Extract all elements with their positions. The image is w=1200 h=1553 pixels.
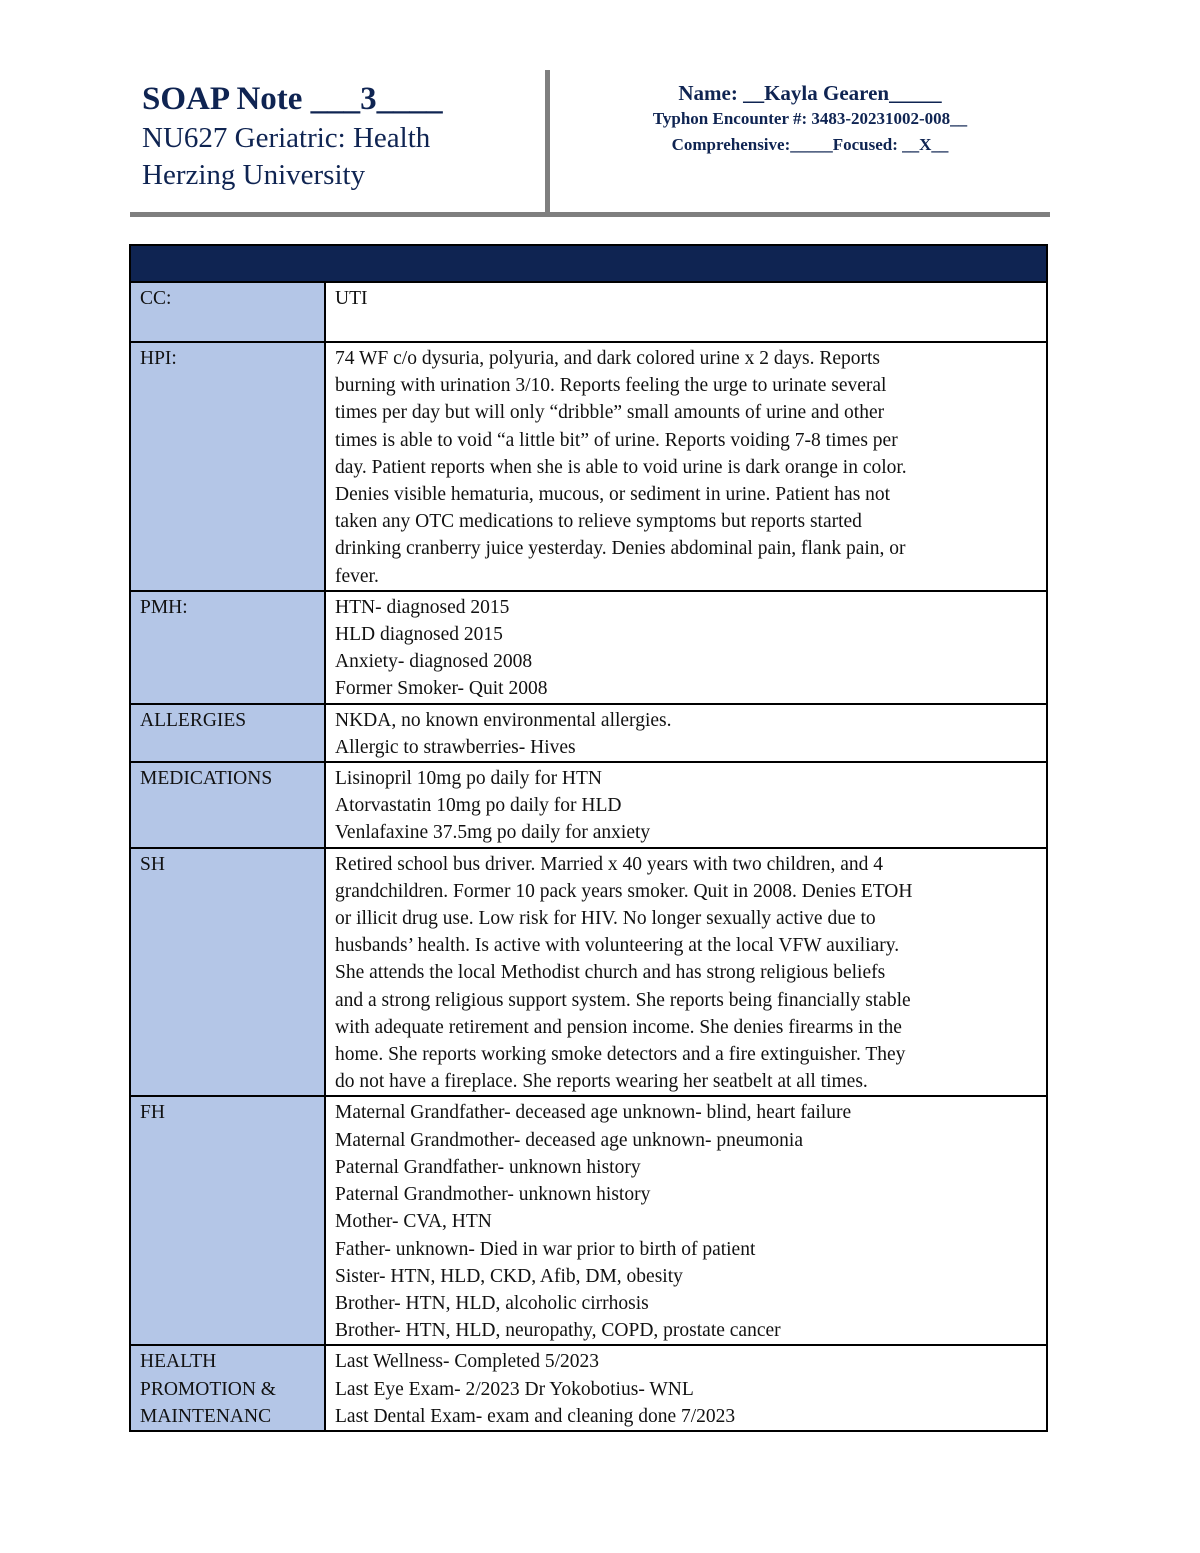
section-label (130, 848, 325, 1097)
table-row (130, 591, 1047, 704)
section-content-line: Last Wellness- Completed 5/2023 (335, 1351, 599, 1373)
section-content-line: Last Dental Exam- exam and cleaning done 7/2023 (335, 1405, 736, 1427)
table-row (130, 848, 1047, 1097)
document-header (130, 70, 1050, 216)
soap-table (129, 244, 1048, 1432)
table-header-band-cell (130, 245, 1047, 282)
section-content-line: 74 WF c/o dysuria, polyuria, and dark colored urine x 2 days. Reports (335, 348, 880, 369)
soap-note-title: SOAP Note ___3____ (142, 81, 443, 117)
section-label (130, 1096, 325, 1345)
section-content (325, 1096, 1047, 1345)
section-label-line: PMH: (140, 596, 188, 618)
section-content-line: Denies visible hematuria, mucous, or sediment in urine. Patient has not (335, 484, 891, 506)
section-label-line: ALLERGIES (140, 709, 247, 731)
table-row (130, 762, 1047, 848)
section-content-line: times per day but will only “dribble” small amounts of urine and other (335, 402, 885, 424)
section-content (325, 762, 1047, 848)
section-label (130, 342, 325, 591)
section-content-line: Retired school bus driver. Married x 40 years with two children, and 4 (335, 853, 884, 875)
section-content-line: Last Eye Exam- 2/2023 Dr Yokobotius- WNL (335, 1378, 694, 1400)
section-content-line: HTN- diagnosed 2015 (335, 596, 510, 618)
section-label-line: SH (140, 853, 165, 875)
section-content-line: She attends the local Methodist church and has strong religious beliefs (335, 962, 886, 984)
header-title-block (142, 78, 542, 194)
header-student-info (585, 80, 1035, 158)
section-content-line: drinking cranberry juice yesterday. Denies abdominal pain, flank pain, or (335, 538, 906, 560)
visit-type: Comprehensive:_____Focused: __X__ (671, 135, 949, 154)
section-content-line: home. She reports working smoke detectors and a fire extinguisher. They (335, 1044, 906, 1066)
student-name: Name: __Kayla Gearen_____ (678, 81, 942, 105)
section-content-line: Mother- CVA, HTN (335, 1211, 492, 1233)
section-content-line: burning with urination 3/10. Reports feeling the urge to urinate several (335, 375, 887, 397)
section-label-line: PROMOTION & (140, 1378, 276, 1400)
section-content-line: NKDA, no known environmental allergies. (335, 709, 672, 731)
section-content-line: grandchildren. Former 10 pack years smoker. Quit in 2008. Denies ETOH (335, 880, 913, 902)
section-content (325, 848, 1047, 1097)
section-content-line: do not have a fireplace. She reports wearing her seatbelt at all times. (335, 1071, 868, 1093)
table-row (130, 1096, 1047, 1345)
section-content (325, 591, 1047, 704)
section-label (130, 704, 325, 762)
section-label-line: HEALTH (140, 1351, 217, 1373)
section-label-line: FH (140, 1102, 165, 1124)
section-content-line: Sister- HTN, HLD, CKD, Afib, DM, obesity (335, 1265, 683, 1287)
section-content-line: taken any OTC medications to relieve symptoms but reports started (335, 511, 862, 533)
section-content-line: Brother- HTN, HLD, neuropathy, COPD, prostate cancer (335, 1320, 781, 1342)
university-name: Herzing University (142, 159, 366, 191)
table-row (130, 704, 1047, 762)
section-content-line: Paternal Grandfather- unknown history (335, 1156, 641, 1178)
section-content-line: Maternal Grandfather- deceased age unknown- blind, heart failure (335, 1102, 852, 1124)
section-label (130, 1345, 325, 1431)
section-content-line: with adequate retirement and pension income. She denies firearms in the (335, 1016, 902, 1038)
section-content-line: Allergic to strawberries- Hives (335, 736, 576, 758)
section-content-line: or illicit drug use. Low risk for HIV. No longer sexually active due to (335, 908, 876, 930)
section-label-line: MAINTENANC (140, 1405, 272, 1427)
section-content-line: Venlafaxine 37.5mg po daily for anxiety (335, 822, 651, 844)
section-content-line: husbands’ health. Is active with volunteering at the local VFW auxiliary. (335, 935, 900, 957)
section-content-line: Anxiety- diagnosed 2008 (335, 651, 533, 673)
section-content-line: Lisinopril 10mg po daily for HTN (335, 768, 603, 790)
section-content-line: Brother- HTN, HLD, alcoholic cirrhosis (335, 1292, 649, 1314)
course-name: NU627 Geriatric: Health (142, 122, 431, 154)
section-content-line: fever. (335, 565, 379, 587)
table-row (130, 282, 1047, 342)
section-content-line: Former Smoker- Quit 2008 (335, 678, 548, 700)
section-content (325, 342, 1047, 591)
section-content-line: HLD diagnosed 2015 (335, 624, 503, 646)
section-label-line: CC: (140, 288, 172, 309)
section-content-line: Atorvastatin 10mg po daily for HLD (335, 795, 622, 817)
section-content-line: and a strong religious support system. She reports being financially stable (335, 989, 911, 1011)
section-content (325, 282, 1047, 342)
section-content-line: Father- unknown- Died in war prior to birth of patient (335, 1238, 756, 1260)
soap-table-body (130, 245, 1047, 1431)
section-content (325, 704, 1047, 762)
section-content (325, 1345, 1047, 1431)
typhon-encounter: Typhon Encounter #: 3483-20231002-008__ (652, 109, 968, 128)
section-label-line: HPI: (140, 348, 177, 369)
table-header-band (130, 245, 1047, 282)
header-vertical-divider (545, 70, 550, 213)
header-horizontal-rule (130, 212, 1050, 217)
section-label-line: MEDICATIONS (140, 768, 273, 790)
section-label (130, 282, 325, 342)
table-row (130, 342, 1047, 591)
section-content-line: Maternal Grandmother- deceased age unknown- pneumonia (335, 1129, 803, 1151)
section-content-line: Paternal Grandmother- unknown history (335, 1184, 651, 1206)
section-label (130, 591, 325, 704)
section-content-line: times is able to void “a little bit” of urine. Reports voiding 7-8 times per (335, 429, 898, 451)
table-row (130, 1345, 1047, 1431)
section-content-line: UTI (335, 288, 368, 309)
section-content-line: day. Patient reports when she is able to void urine is dark orange in color. (335, 456, 907, 478)
section-label (130, 762, 325, 848)
